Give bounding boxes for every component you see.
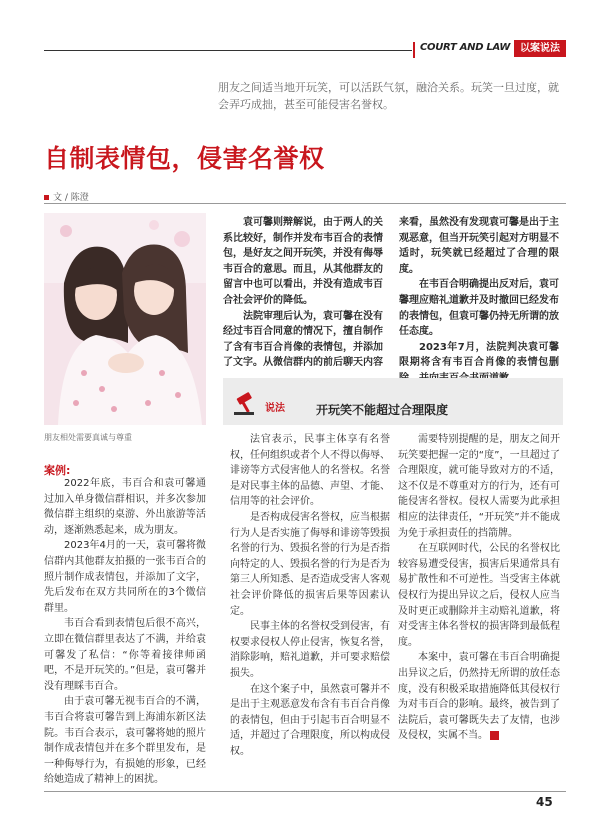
photo-illustration: [44, 213, 206, 425]
body-paragraph: 法院审理后认为，袁可馨在没有经过韦百合同意的情况下，擅自制作了含有韦百合肖像的表情包，并添加了文字。从微信群内的前后聊天内容: [223, 310, 383, 369]
lead-paragraph: 朋友之间适当地开玩笑，可以活跃气氛，融洽关系。玩笑一旦过度，就会弄巧成拙，甚至可能侵害名誉权。: [218, 81, 559, 111]
byline-bullet: [44, 195, 49, 200]
case-paragraph: 2023年4月的一天，袁可馨将微信群内其他群友拍摄的一张韦百合的照片制作成表情包，并添加了文字，先后发布在双方共同所在的3个微信群里。: [44, 540, 206, 614]
law-heading: 开玩笑不能超过合理限度: [316, 403, 449, 417]
body-paragraph: 在互联网时代，公民的名誉权比较容易遭受侵害，损害后果通常具有易扩散性和不可逆性。当受害主体就侵权行为提出异议之后，侵权人应当及时更正或删除并主动赔礼道歉，将对受害主体名誉权的损害降到最低程度。: [398, 543, 560, 648]
body-paragraph: 是否构成侵害名誉权，应当根据行为人是否实施了侮辱和诽谤等毁损名誉的行为、毁损名誉的行为是否指向特定的人、毁损名誉的行为是否为第三人所知悉、是否造成受害人客观社会评价降低的损害后果等因素认定。: [230, 511, 390, 617]
column-c: [399, 215, 559, 387]
byline: [44, 190, 89, 203]
page-number: 45: [536, 795, 553, 809]
byline-text: 文 / 陈澄: [53, 193, 89, 203]
photo-caption: 朋友相处需要真诚与尊重: [44, 433, 132, 442]
body-paragraph: [398, 650, 560, 744]
body-paragraph: 2023年7月，法院判决袁可馨限期将含有韦百合肖像的表情包删: [399, 341, 559, 369]
case-paragraph: 由于袁可馨无视韦百合的不满，韦百合将袁可馨告到上海浦东新区法院。韦百合表示，袁可馨将她的照片制作成表情包并在多个群里发布，是一种侮辱行为，有损她的形象，已经给她造成了精神上的困扰。: [44, 696, 206, 786]
gavel-icon: [232, 392, 262, 416]
case-paragraph: 2022年底，韦百合和袁可馨通过加入单身微信群相识，并多次参加微信群主组织的桌游、外出旅游等活动，逐渐熟悉起来，成为朋友。: [44, 478, 206, 536]
law-label: 说法: [265, 403, 285, 414]
case-label: 案例:: [44, 464, 71, 477]
column-d: [230, 432, 390, 759]
section-tag: 以案说法: [514, 40, 566, 57]
article-title: 自制表情包，侵害名誉权: [44, 144, 325, 173]
body-paragraph: 民事主体的名誉权受到侵害，有权要求侵权人停止侵害，恢复名誉，消除影响，赔礼道歉，并可要求赔偿损失。: [230, 621, 390, 679]
end-mark-icon: [490, 731, 499, 740]
body-paragraph: 需要特别提醒的是，朋友之间开玩笑要把握一定的“度”，一旦超过了合理限度，就可能导致对方的不适，这不仅是不尊重对方的行为，还有可能侵害名誉权。侵权人需要为此承担相应的法律责任，“开玩笑”并不能成为免于承担责任的挡箭牌。: [398, 434, 560, 539]
body-paragraph: 法官表示，民事主体享有名誉权，任何组织或者个人不得以侮辱、诽谤等方式侵害他人的名誉权。名誉是对民事主体的品德、声望、才能、信用等的社会评价。: [230, 434, 390, 508]
column-e: [398, 432, 560, 744]
case-paragraph: 韦百合看到表情包后很不高兴，立即在微信群里表达了不满，并给袁可馨发了私信：“你等着接律师函吧，不是开玩笑的。”但是，袁可馨并没有理睬韦百合。: [44, 618, 206, 692]
closing-text: 本案中，袁可馨在韦百合明确提出异议之后，仍然持无所谓的放任态度，没有积极采取措施降低其侵权行为对韦百合的影响。最终，被告到了法院后，袁可馨既失去了友情，也涉及侵权，实属不当。: [398, 652, 560, 742]
body-paragraph: 在这个案子中，虽然袁可馨并不是出于主观恶意发布含有韦百合肖像的表情包，但由于引起韦百合明显不适，并超过了合理限度，所以构成侵权。: [230, 683, 390, 757]
section-name: COURT AND LAW: [420, 42, 511, 53]
body-paragraph: 来看，虽然没有发现袁可馨是出于主观恶意，但当开玩笑引起对方明显不适时，玩笑就已经超过了合理的限度。: [399, 217, 559, 275]
header-rule: [44, 50, 412, 51]
column-b: [223, 215, 383, 371]
top-divider: [44, 203, 566, 204]
header-accent-bar: [413, 42, 415, 58]
body-paragraph: 袁可馨则辩解说，由于两人的关系比较好，制作并发布韦百合的表情包，是好友之间开玩笑，并没有侮辱韦百合的意思。而且，从其他群友的留言中也可以看出，并没有造成韦百合社会评价的降低。: [223, 217, 383, 306]
case-column: [44, 476, 206, 788]
body-paragraph: 在韦百合明确提出反对后，袁可馨理应赔礼道歉并及时撤回已经发布的表情包，但袁可馨仍持无所谓的放任态度。: [399, 279, 559, 338]
bottom-divider: [44, 791, 566, 792]
article-photo: [44, 213, 206, 425]
